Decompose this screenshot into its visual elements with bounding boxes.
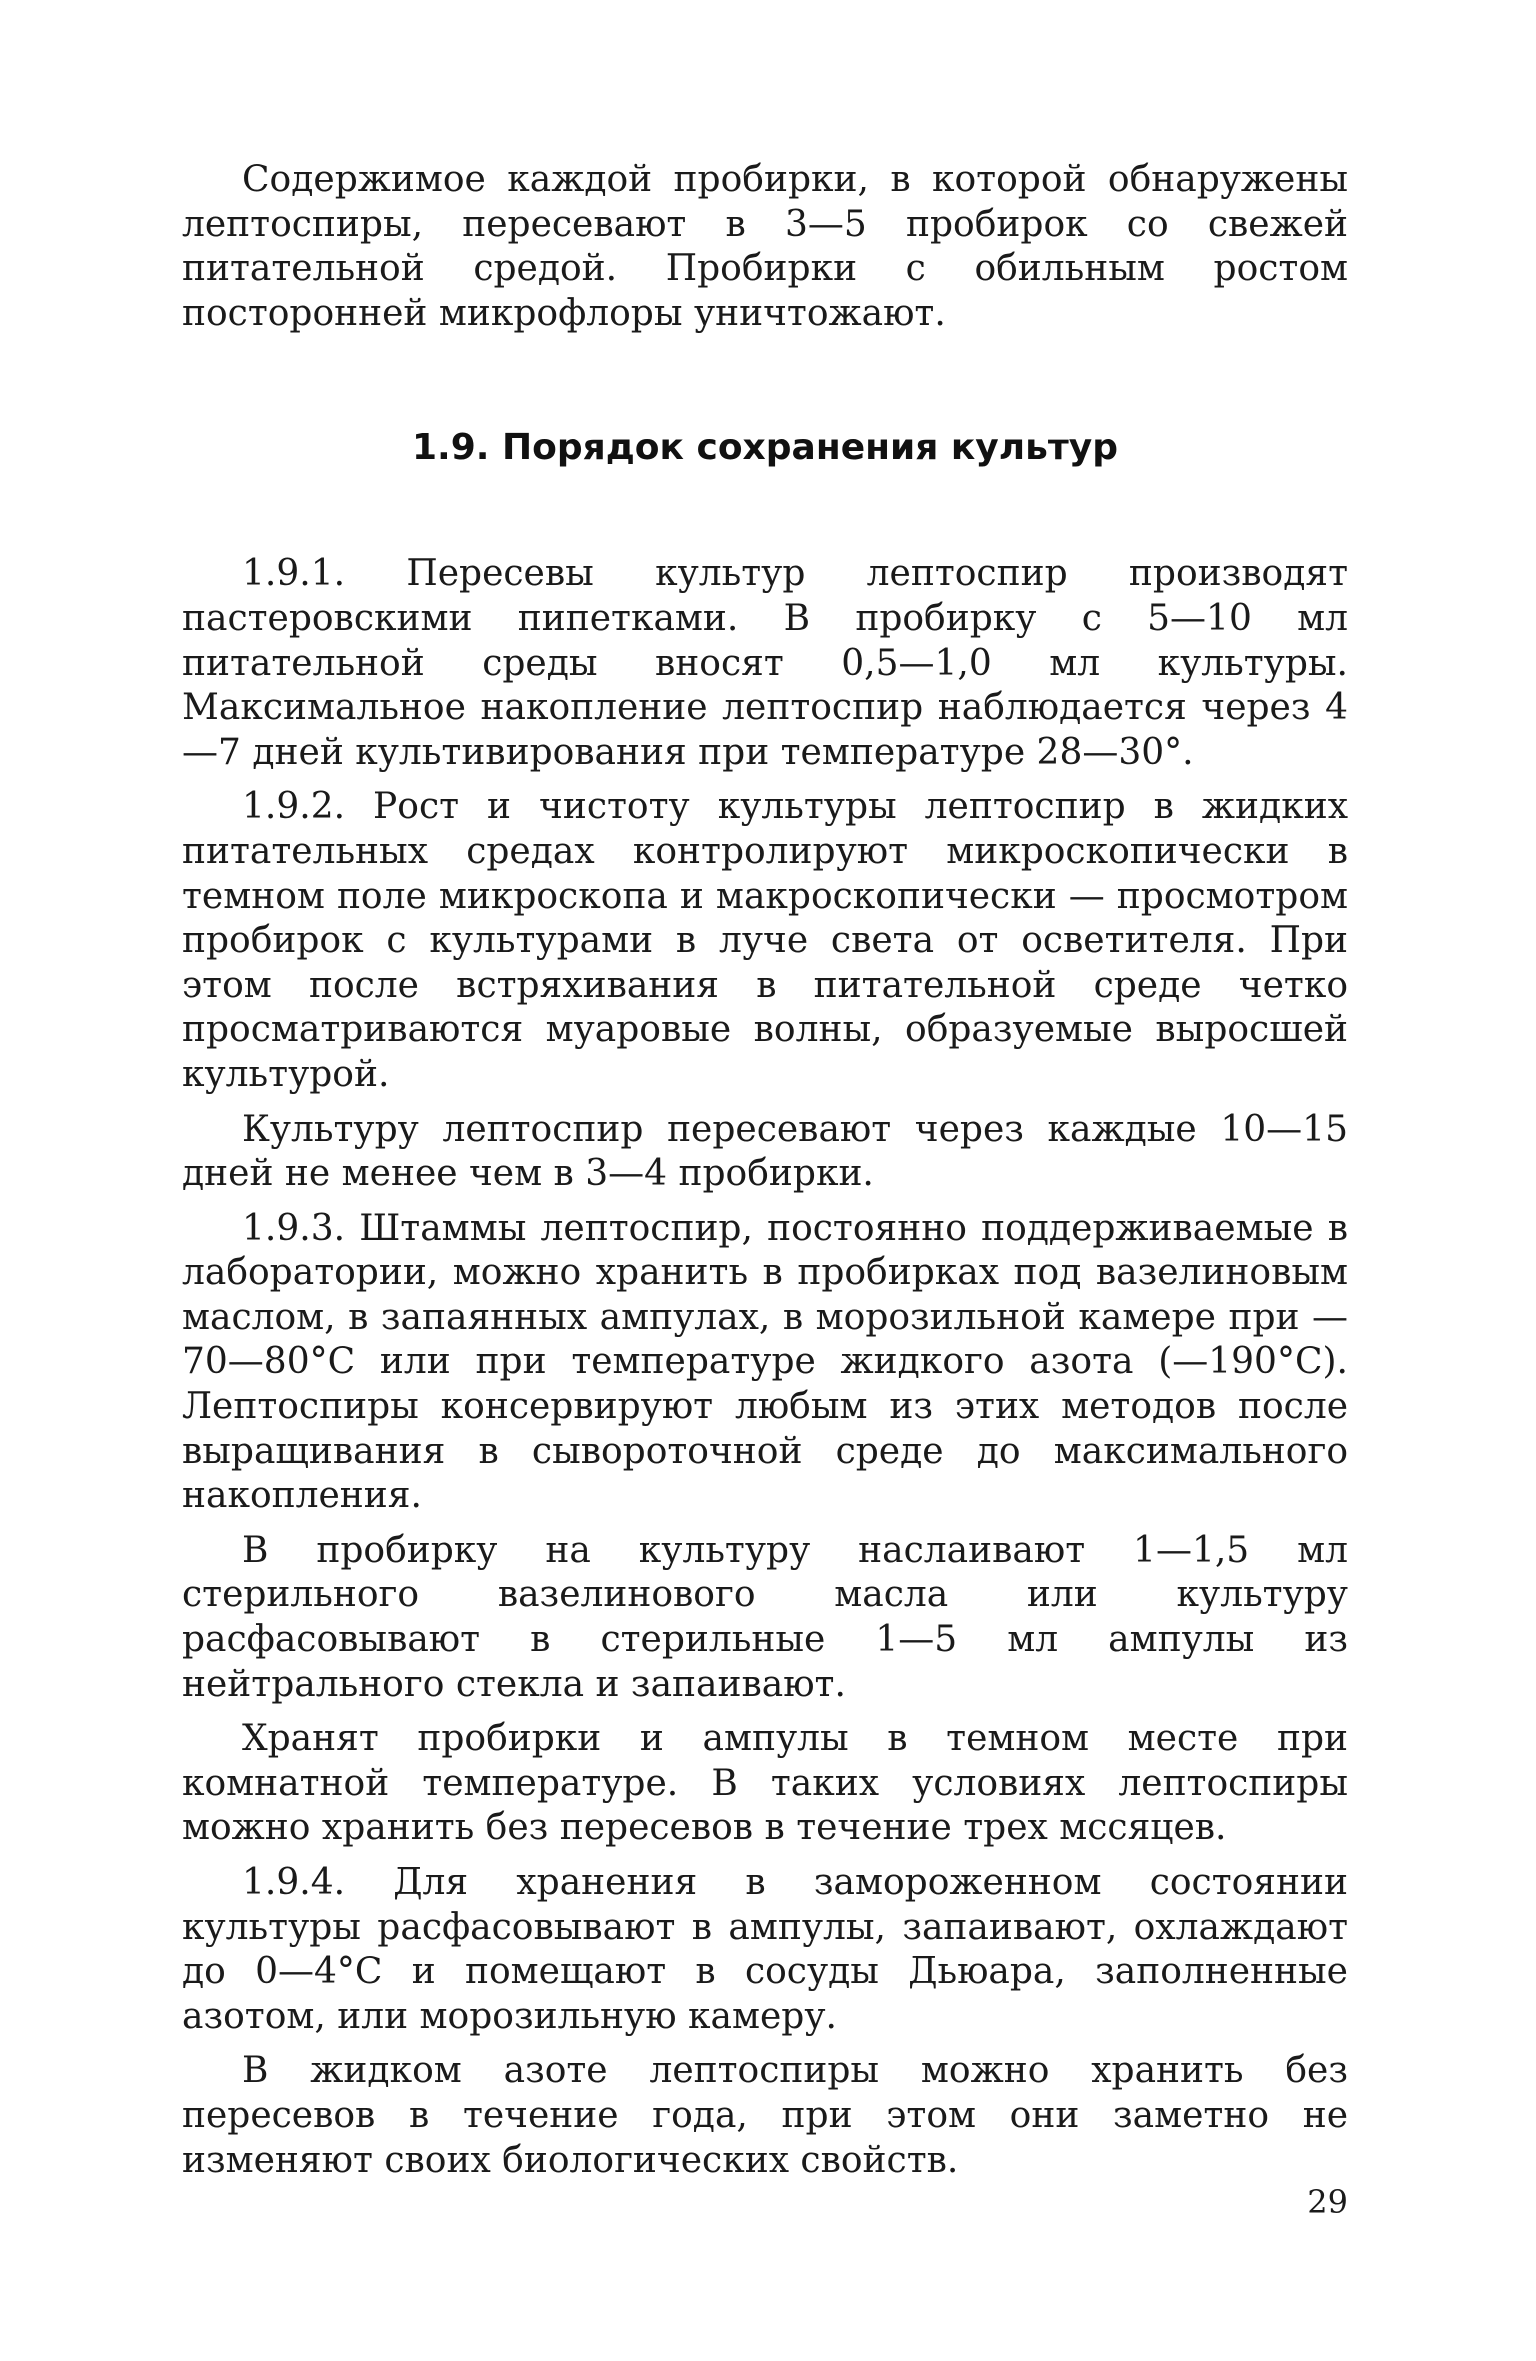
paragraph-1-9-2: 1.9.2. Рост и чистоту культуры лептоспир в жидких питательных средах контролируют микроскопически в темном поле микроскопа и макроскопически — просмотром пробирок с культурами в луче света от осветителя. При этом после встряхивания в питательной среде четко просматриваются муаровые волны, образуемые выросшей культурой. <box>182 786 1348 1095</box>
paragraph-liquid-nitrogen: В жидком азоте лептоспиры можно хранить без пересевов в течение года, при этом они заметно не изменяют своих биологических свойств. <box>182 2050 1348 2181</box>
paragraph-vaseline-oil: В пробирку на культуру наслаивают 1—1,5 мл стерильного вазелинового масла или культуру расфасовывают в стерильные 1—5 мл ампулы из нейтрального стекла и запаивают. <box>182 1529 1348 1705</box>
page-body <box>182 158 1348 2183</box>
paragraph-storage-conditions: Хранят пробирки и ампулы в темном месте при комнатной температуре. В таких условиях лептоспиры можно хранить без пересевов в течение трех мссяцев. <box>182 1718 1348 1849</box>
paragraph-1-9-4: 1.9.4. Для хранения в замороженном состоянии культуры расфасовывают в ампулы, запаивают, охлаждают до 0—4°С и помещают в сосуды Дьюара, заполненные азотом, или морозильную камеру. <box>182 1862 1348 2037</box>
paragraph-reseed-interval: Культуру лептоспир пересевают через каждые 10—15 дней не менее чем в 3—4 пробирки. <box>182 1108 1348 1195</box>
paragraph-1-9-3: 1.9.3. Штаммы лептоспир, постоянно поддерживаемые в лаборатории, можно хранить в пробирках под вазелиновым маслом, в запаянных ампулах, в морозильной камере при —70—80°С или при температуре жидкого азота (—190°С). Лептоспиры консервируют любым из этих методов после выращивания в сывороточной среде до максимального накопления. <box>182 1207 1348 1517</box>
intro-paragraph: Содержимое каждой пробирки, в которой обнаружены лептоспиры, пересевают в 3—5 пробирок со свежей питательной средой. Пробирки с обильным ростом посторонней микрофлоры уничтожают. <box>182 159 1348 334</box>
paragraph-1-9-1: 1.9.1. Пересевы культур лептоспир производят пастеровскими пипетками. В пробирку с 5—10 мл питательной среды вносят 0,5—1,0 мл культуры. Максимальное накопление лептоспир наблюдается через 4—7 дней культивирования при температуре 28—30°. <box>182 553 1348 773</box>
page-number: 29 <box>1307 2183 1348 2221</box>
section-heading: 1.9. Порядок сохранения культур <box>411 427 1119 469</box>
